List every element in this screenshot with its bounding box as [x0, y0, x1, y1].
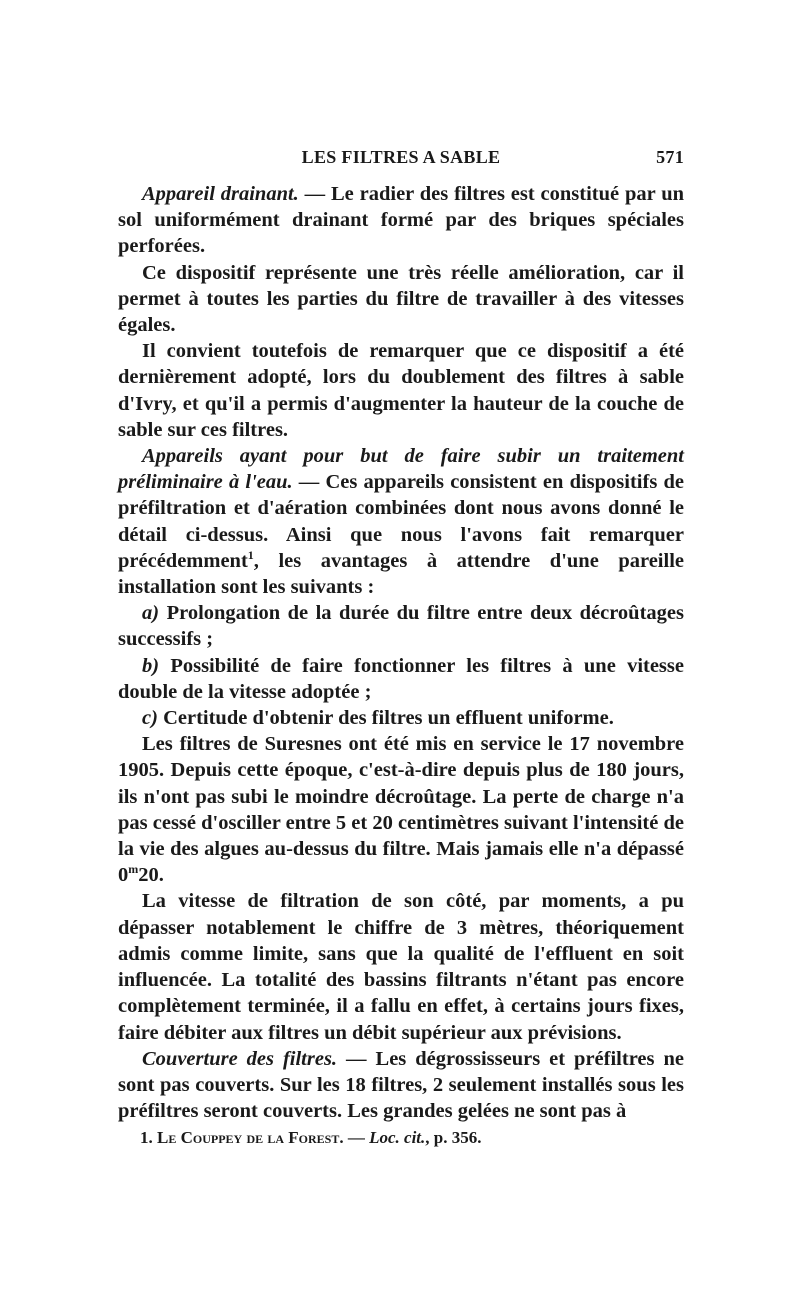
- running-header: [118, 147, 684, 171]
- paragraph-text: Il convient toutefois de remarquer que ce dispositif a été dernièrement adopté, lors du doublement des filtres à sable d'Ivry, et qu'il a permis d'augmenter la hauteur de la couche de sable sur ces filtres.: [118, 340, 684, 441]
- paragraph: [118, 888, 684, 1045]
- paragraph: [118, 443, 684, 600]
- paragraph-text: — Ces appareils consistent en dispositifs de préfiltration et d'aération combinées dont nous avons donné le détail ci-dessus. Ainsi que nous l'avons fait remarquer précédemment: [118, 471, 684, 572]
- paragraph: [118, 181, 684, 260]
- paragraph-text: Les filtres de Suresnes ont été mis en service le 17 novembre 1905. Depuis cette époque, c'est-à-dire depuis plus de 180 jours, ils n'ont pas subi le moindre décroûtage. La perte de charge n'a pas cessé d'osciller entre 5 et 20 centimètres suivant l'intensité de la vie des algues au-dessus du filtre. Mais jamais elle n'a dépassé 0: [118, 733, 684, 887]
- page-number: 571: [656, 147, 684, 167]
- paragraph: [118, 338, 684, 443]
- paragraph-text: — Le radier des filtres est constitué par un sol uniformément drainant formé par des briques spéciales perforées.: [118, 183, 684, 258]
- paragraph-text: , les avantages à attendre d'une pareille installation sont les suivants :: [118, 549, 684, 599]
- footnote-page: , p. 356.: [425, 1128, 482, 1147]
- paragraph: [118, 731, 684, 888]
- list-item-text: Possibilité de faire fonctionner les filtres à une vitesse double de la vitesse adoptée ;: [118, 654, 684, 703]
- paragraph-text: Ce dispositif représente une très réelle amélioration, car il permet à toutes les parties du filtre de travailler à des vitesses égales.: [118, 261, 684, 337]
- paragraph: [118, 1046, 684, 1125]
- list-marker: c): [142, 707, 158, 730]
- list-marker: b): [142, 654, 160, 677]
- list-item: [118, 653, 684, 705]
- list-item-text: Prolongation de la durée du filtre entre deux décroûtages successifs ;: [118, 602, 684, 651]
- running-title: LES FILTRES A SABLE: [301, 147, 501, 167]
- section-lead: Appareil drainant.: [142, 183, 299, 205]
- footnote-ref: Loc. cit.: [369, 1128, 426, 1147]
- list-item: [118, 600, 684, 652]
- footnote-author: Le Couppey de la Forest.: [157, 1128, 344, 1147]
- footnote-dash: —: [343, 1128, 370, 1147]
- footnote-marker: 1: [247, 548, 254, 563]
- paragraph: [118, 260, 684, 339]
- list-marker: a): [142, 602, 160, 625]
- list-item-text: Certitude d'obtenir des filtres un effluent uniforme.: [157, 707, 614, 730]
- section-lead: Appareils ayant pour but de faire subir un traitement préliminaire à l'eau.: [118, 445, 684, 494]
- section-lead: Couverture des filtres.: [142, 1047, 338, 1070]
- unit-superscript: m: [128, 862, 139, 877]
- body-text: [118, 181, 684, 1124]
- paragraph-text: — Les dégrossisseurs et préfiltres ne sont pas couverts. Sur les 18 filtres, 2 seulement installés sous les préfiltres seront couverts. Les grandes gelées ne sont pas à: [118, 1047, 684, 1123]
- paragraph-text: 20.: [138, 864, 164, 887]
- footnote-number: 1.: [140, 1128, 153, 1147]
- paragraph-text: La vitesse de filtration de son côté, par moments, a pu dépasser notablement le chiffre de 3 mètres, théoriquement admis comme limite, sans que la qualité de l'effluent en soit influencée. La totalité des bassins filtrants n'étant pas encore complètement terminée, il a fallu en effet, à certains jours fixes, faire débiter aux filtres un débit supérieur aux prévisions.: [118, 890, 684, 1044]
- list-item: [118, 705, 684, 731]
- footnote: [140, 1128, 680, 1148]
